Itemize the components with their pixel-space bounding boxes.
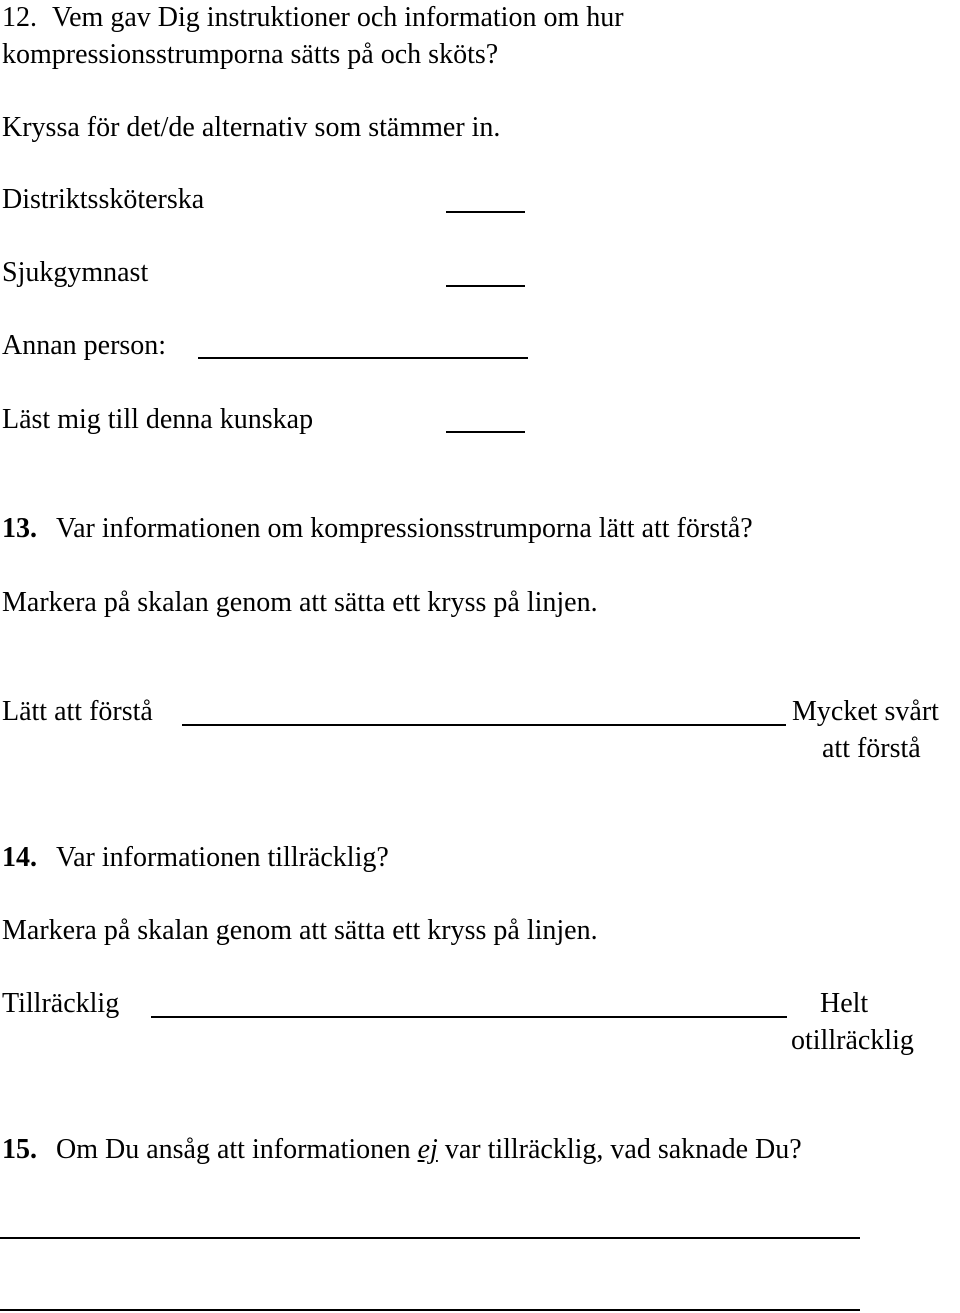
q12-option-sjukgymnast: Sjukgymnast (2, 257, 149, 288)
q12-question-line2: kompressionsstrumporna sätts på och sköts? (2, 39, 499, 70)
q15-answer-line-2[interactable] (0, 1309, 860, 1311)
q14-scale-left-label: Tillräcklig (2, 988, 120, 1019)
q12-instruction: Kryssa för det/de alternativ som stämmer in. (2, 112, 501, 143)
q12-option-distriktsskoterska: Distriktssköterska (2, 184, 205, 215)
q12-answer-line-distriktsskoterska[interactable] (446, 211, 525, 213)
q12-answer-line-sjukgymnast[interactable] (446, 285, 525, 287)
q12-option-last-mig-till: Läst mig till denna kunskap (2, 404, 314, 435)
q12-heading (2, 4, 624, 32)
q15-heading (2, 1136, 802, 1164)
q13-instruction: Markera på skalan genom att sätta ett kryss på linjen. (2, 587, 598, 618)
q13-heading (2, 515, 753, 543)
q13-scale-right-label-line1: Mycket svårt (792, 696, 939, 727)
q14-question: Var informationen tillräcklig? (56, 842, 389, 873)
q15-answer-line-1[interactable] (0, 1237, 860, 1239)
q13-scale-right-label-line2: att förstå (822, 733, 921, 764)
q14-number: 14. (2, 842, 37, 873)
q13-scale-line[interactable] (182, 724, 786, 726)
q15-question-before: Om Du ansåg att informationen (56, 1134, 418, 1165)
q14-scale-line[interactable] (151, 1016, 787, 1018)
q12-answer-line-last-mig-till[interactable] (446, 431, 525, 433)
q13-question: Var informationen om kompressionsstrumporna lätt att förstå? (56, 513, 753, 544)
q15-question-emphasis: ej (417, 1134, 438, 1165)
q12-number: 12. (2, 2, 37, 33)
q12-answer-line-annan-person[interactable] (198, 357, 528, 359)
q13-scale-left-label: Lätt att förstå (2, 696, 153, 727)
q12-question-line1: Vem gav Dig instruktioner och information om hur (52, 2, 624, 33)
q15-question-after: var tillräcklig, vad saknade Du? (437, 1134, 802, 1165)
q13-number: 13. (2, 513, 37, 544)
q14-scale-right-label-line2: otillräcklig (791, 1025, 914, 1056)
q14-instruction: Markera på skalan genom att sätta ett kryss på linjen. (2, 915, 598, 946)
q14-scale-right-label-line1: Helt (820, 988, 869, 1019)
q15-number: 15. (2, 1134, 37, 1165)
q12-option-annan-person: Annan person: (2, 330, 167, 361)
q15-question (56, 1134, 802, 1165)
q14-heading (2, 844, 389, 872)
